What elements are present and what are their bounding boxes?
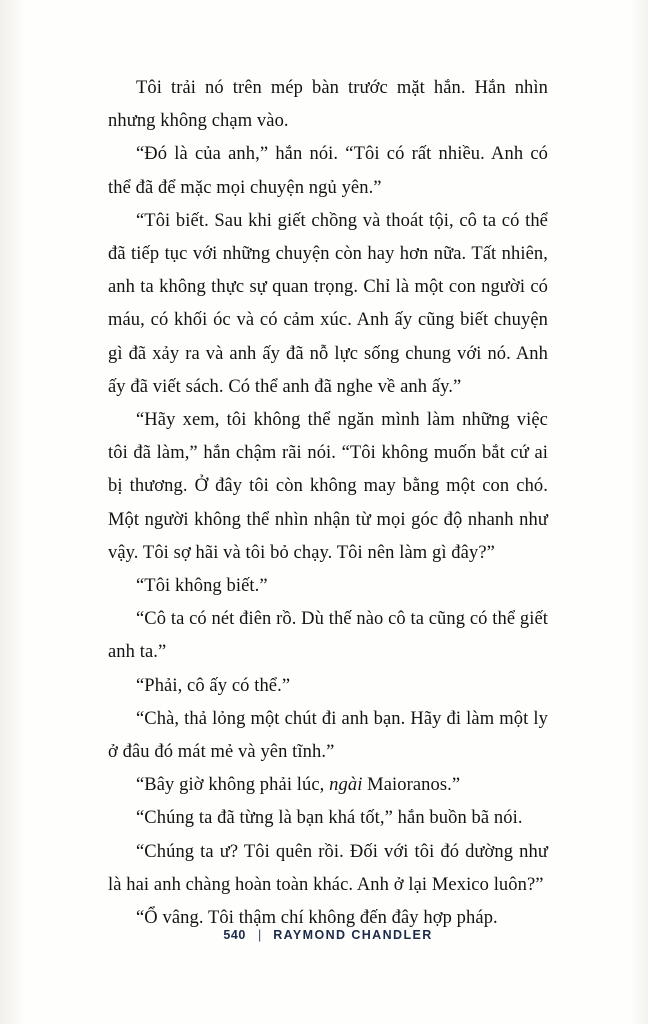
paragraph: “Phải, cô ấy có thể.” — [136, 675, 291, 696]
paragraph: “Chúng ta đã từng là bạn khá tốt,” hắn buồn bã nói. — [136, 808, 523, 829]
footer-separator: | — [257, 928, 262, 942]
paragraph: “Chà, thả lỏng một chút đi anh bạn. Hãy đi làm một ly ở đâu đó mát mẻ và yên tĩnh.” — [108, 708, 548, 763]
page-footer — [108, 928, 548, 942]
paragraph: “Ổ vâng. Tôi thậm chí không đến đây hợp pháp. — [136, 908, 498, 929]
paragraph: “Hãy xem, tôi không thể ngăn mình làm những việc tôi đã làm,” hắn chậm rãi nói. “Tôi không muốn bắt cứ ai bị thương. Ở đây tôi còn không may bằng một con chó. Một người không thể nhìn nhận từ mọi góc độ nhanh như vậy. Tôi sợ hãi và tôi bỏ chạy. Tôi nên làm gì đây?” — [108, 410, 548, 563]
paragraph-with-italic — [108, 769, 548, 802]
paragraph: “Chúng ta ư? Tôi quên rồi. Đối với tôi đó dường như là hai anh chàng hoàn toàn khác. Anh ở lại Mexico luôn?” — [108, 841, 548, 895]
paragraph: Tôi trải nó trên mép bàn trước mặt hắn. Hắn nhìn nhưng không chạm vào. — [108, 78, 548, 132]
paragraph-text-before: “Bây giờ không phải lúc, — [136, 775, 330, 796]
paragraph-text-after: Maioranos.” — [362, 775, 461, 796]
paragraph: “Đó là của anh,” hắn nói. “Tôi có rất nhiều. Anh có thể đã để mặc mọi chuyện ngủ yên.” — [108, 144, 548, 198]
running-head-author: RAYMOND CHANDLER — [273, 928, 433, 942]
paragraph-italic-word: ngài — [329, 775, 363, 796]
page-text-block — [108, 72, 548, 935]
paragraph: “Tôi biết. Sau khi giết chồng và thoát tội, cô ta có thể đã tiếp tục với những chuyện còn hay hơn nữa. Tất nhiên, anh ta không thực sự quan trọng. Chỉ là một con người có máu, có khối óc và có cảm xúc. Anh ấy cũng biết chuyện gì đã xảy ra và anh ấy đã nỗ lực sống chung với nó. Anh ấy đã viết sách. Có thể anh đã nghe về anh ấy.” — [108, 210, 548, 397]
paragraph: “Tôi không biết.” — [136, 576, 268, 597]
page-number: 540 — [223, 928, 246, 942]
paragraph: “Cô ta có nét điên rồ. Dù thế nào cô ta cũng có thể giết anh ta.” — [108, 609, 548, 663]
